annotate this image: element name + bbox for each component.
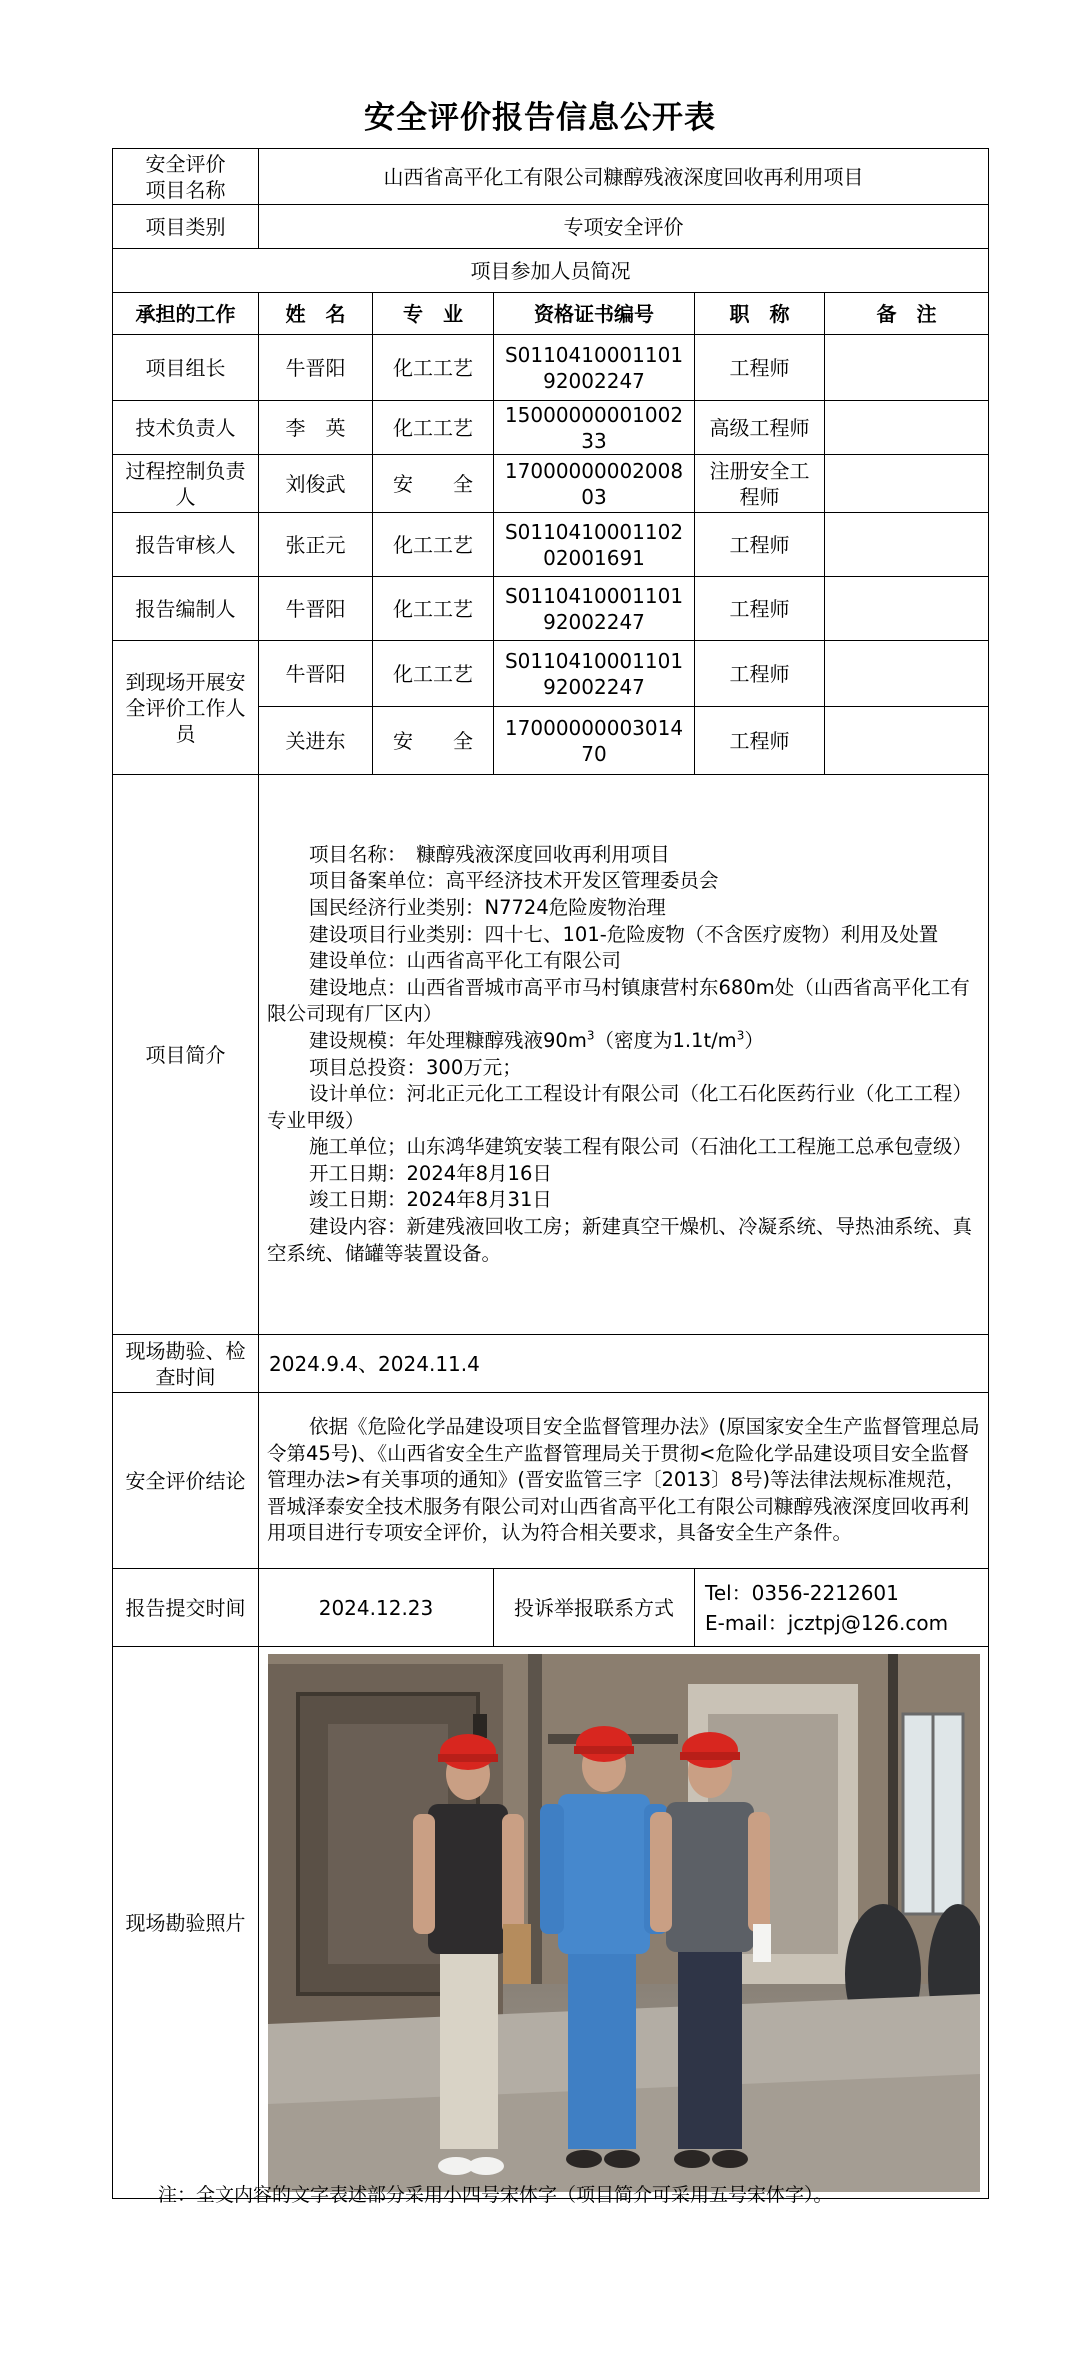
site-photo (268, 1654, 980, 2192)
project-name-row (113, 149, 989, 205)
personnel-header-row (113, 293, 989, 335)
cert-cell: 1700000000200803 (494, 455, 695, 513)
title-cell: 工程师 (695, 513, 825, 577)
remark-cell (825, 641, 989, 707)
header-title: 职 称 (695, 293, 825, 335)
project-type-row (113, 205, 989, 249)
major-cell: 化工工艺 (373, 641, 494, 707)
submission-label: 报告提交时间 (113, 1569, 259, 1647)
role-cell: 技术负责人 (113, 401, 259, 455)
major-cell: 化工工艺 (373, 513, 494, 577)
personnel-row (113, 577, 989, 641)
name-cell: 牛晋阳 (259, 577, 373, 641)
remark-cell (825, 577, 989, 641)
intro-content (259, 775, 989, 1335)
name-cell: 张正元 (259, 513, 373, 577)
site-photo-illustration (268, 1654, 980, 2192)
intro-line-record-unit: 项目备案单位：高平经济技术开发区管理委员会 (309, 869, 719, 893)
inspection-label: 现场勘验、检查时间 (113, 1335, 259, 1393)
title-cell: 注册安全工程师 (695, 455, 825, 513)
header-remark: 备 注 (825, 293, 989, 335)
title-cell: 工程师 (695, 707, 825, 775)
submission-date: 2024.12.23 (259, 1569, 494, 1647)
header-major: 专 业 (373, 293, 494, 335)
conclusion-content (259, 1393, 989, 1569)
contact-tel: Tel：0356-2212601 (705, 1580, 899, 1605)
intro-line-end: 竣工日期：2024年8月31日 (309, 1188, 552, 1212)
contact-info (695, 1569, 989, 1647)
project-type-value: 专项安全评价 (259, 205, 989, 249)
name-cell: 牛晋阳 (259, 641, 373, 707)
personnel-section-row (113, 249, 989, 293)
title-cell: 工程师 (695, 335, 825, 401)
photo-cell (259, 1647, 989, 2199)
personnel-row (113, 335, 989, 401)
name-cell: 刘俊武 (259, 455, 373, 513)
role-cell: 过程控制负责人 (113, 455, 259, 513)
intro-line-name: 项目名称： 糠醇残液深度回收再利用项目 (309, 842, 670, 866)
page-title: 安全评价报告信息公开表 (364, 100, 716, 136)
scale-text-a: 建设规模：年处理糠醇残液90m (309, 1028, 587, 1052)
personnel-section-title: 项目参加人员简况 (113, 249, 989, 293)
intro-line-scale (267, 1028, 978, 1055)
project-type-label: 项目类别 (113, 205, 259, 249)
intro-row (113, 775, 989, 1335)
cert-cell: S011041000110192002247 (494, 335, 695, 401)
title-cell: 工程师 (695, 641, 825, 707)
intro-label: 项目简介 (113, 775, 259, 1335)
photo-label: 现场勘验照片 (113, 1647, 259, 2199)
personnel-row (113, 513, 989, 577)
cert-cell: S011041000110192002247 (494, 577, 695, 641)
major-cell: 化工工艺 (373, 335, 494, 401)
name-cell: 李 英 (259, 401, 373, 455)
intro-line-content: 建设内容：新建残液回收工房；新建真空干燥机、冷凝系统、导热油系统、真空系统、储罐等装置设备。 (267, 1215, 973, 1265)
remark-cell (825, 513, 989, 577)
major-cell: 安 全 (373, 707, 494, 775)
title-cell: 高级工程师 (695, 401, 825, 455)
intro-line-designer: 设计单位：河北正元化工工程设计有限公司（化工石化医药行业（化工工程）专业甲级） (267, 1082, 973, 1132)
contact-label: 投诉举报联系方式 (494, 1569, 695, 1647)
conclusion-label: 安全评价结论 (113, 1393, 259, 1569)
name-cell: 关进东 (259, 707, 373, 775)
personnel-row (113, 455, 989, 513)
intro-line-builder: 建设单位：山西省高平化工有限公司 (309, 949, 622, 973)
scale-text-b: （密度为1.1t/m (594, 1028, 737, 1052)
cert-cell: S011041000110202001691 (494, 513, 695, 577)
role-cell: 报告审核人 (113, 513, 259, 577)
role-cell: 报告编制人 (113, 577, 259, 641)
title-cell: 工程师 (695, 577, 825, 641)
footnote: 注：全文内容的文字表述部分采用小四号宋体字（项目简介可采用五号宋体字）。 (158, 2184, 833, 2206)
intro-line-industry: 国民经济行业类别：N7724危险废物治理 (309, 895, 666, 919)
conclusion-text: 依据《危险化学品建设项目安全监督管理办法》(原国家安全生产监督管理总局令第45号)、《山西省安全生产监督管理局关于贯彻<危险化学品建设项目安全监督管理办法>有关事项的通知》(晋安监管三字〔2013〕8号)等法律法规标准规范，晋城泽泰安全技术服务有限公司对山西省高平化工有限公司糠醇残液深度回收再利用项目进行专项安全评价，认为符合相关要求，具备安全生产条件。 (267, 1415, 980, 1545)
contact-email: E-mail：jcztpj@126.com (705, 1610, 949, 1635)
inspection-value: 2024.9.4、2024.11.4 (259, 1335, 989, 1393)
scale-text-c: ） (744, 1028, 764, 1052)
project-name-label: 安全评价 项目名称 (113, 149, 259, 205)
personnel-row (113, 641, 989, 707)
conclusion-row (113, 1393, 989, 1569)
header-name: 姓 名 (259, 293, 373, 335)
onsite-role-cell: 到现场开展安全评价工作人员 (113, 641, 259, 775)
role-cell: 项目组长 (113, 335, 259, 401)
personnel-row (113, 401, 989, 455)
header-role: 承担的工作 (113, 293, 259, 335)
major-cell: 安 全 (373, 455, 494, 513)
remark-cell (825, 455, 989, 513)
intro-line-start: 开工日期：2024年8月16日 (309, 1161, 552, 1185)
cert-cell: 1500000000100233 (494, 401, 695, 455)
scale-sup-1: 3 (586, 1028, 595, 1043)
cert-cell: 1700000000301470 (494, 707, 695, 775)
scale-sup-2: 3 (736, 1028, 745, 1043)
cert-cell: S011041000110192002247 (494, 641, 695, 707)
intro-line-constructor: 施工单位；山东鸿华建筑安装工程有限公司（石油化工工程施工总承包壹级） (309, 1135, 973, 1159)
name-cell: 牛晋阳 (259, 335, 373, 401)
inspection-row (113, 1335, 989, 1393)
submission-row (113, 1569, 989, 1647)
major-cell: 化工工艺 (373, 577, 494, 641)
header-cert: 资格证书编号 (494, 293, 695, 335)
intro-line-investment: 项目总投资：300万元； (309, 1055, 522, 1079)
project-name-value: 山西省高平化工有限公司糠醇残液深度回收再利用项目 (259, 149, 989, 205)
intro-line-build-industry: 建设项目行业类别：四十七、101-危险废物（不含医疗废物）利用及处置 (309, 922, 939, 946)
remark-cell (825, 401, 989, 455)
major-cell: 化工工艺 (373, 401, 494, 455)
remark-cell (825, 335, 989, 401)
photo-row (113, 1647, 989, 2199)
intro-line-location: 建设地点：山西省晋城市高平市马村镇康营村东680m处（山西省高平化工有限公司现有厂区内） (267, 975, 970, 1026)
info-table (112, 148, 989, 2199)
remark-cell (825, 707, 989, 775)
